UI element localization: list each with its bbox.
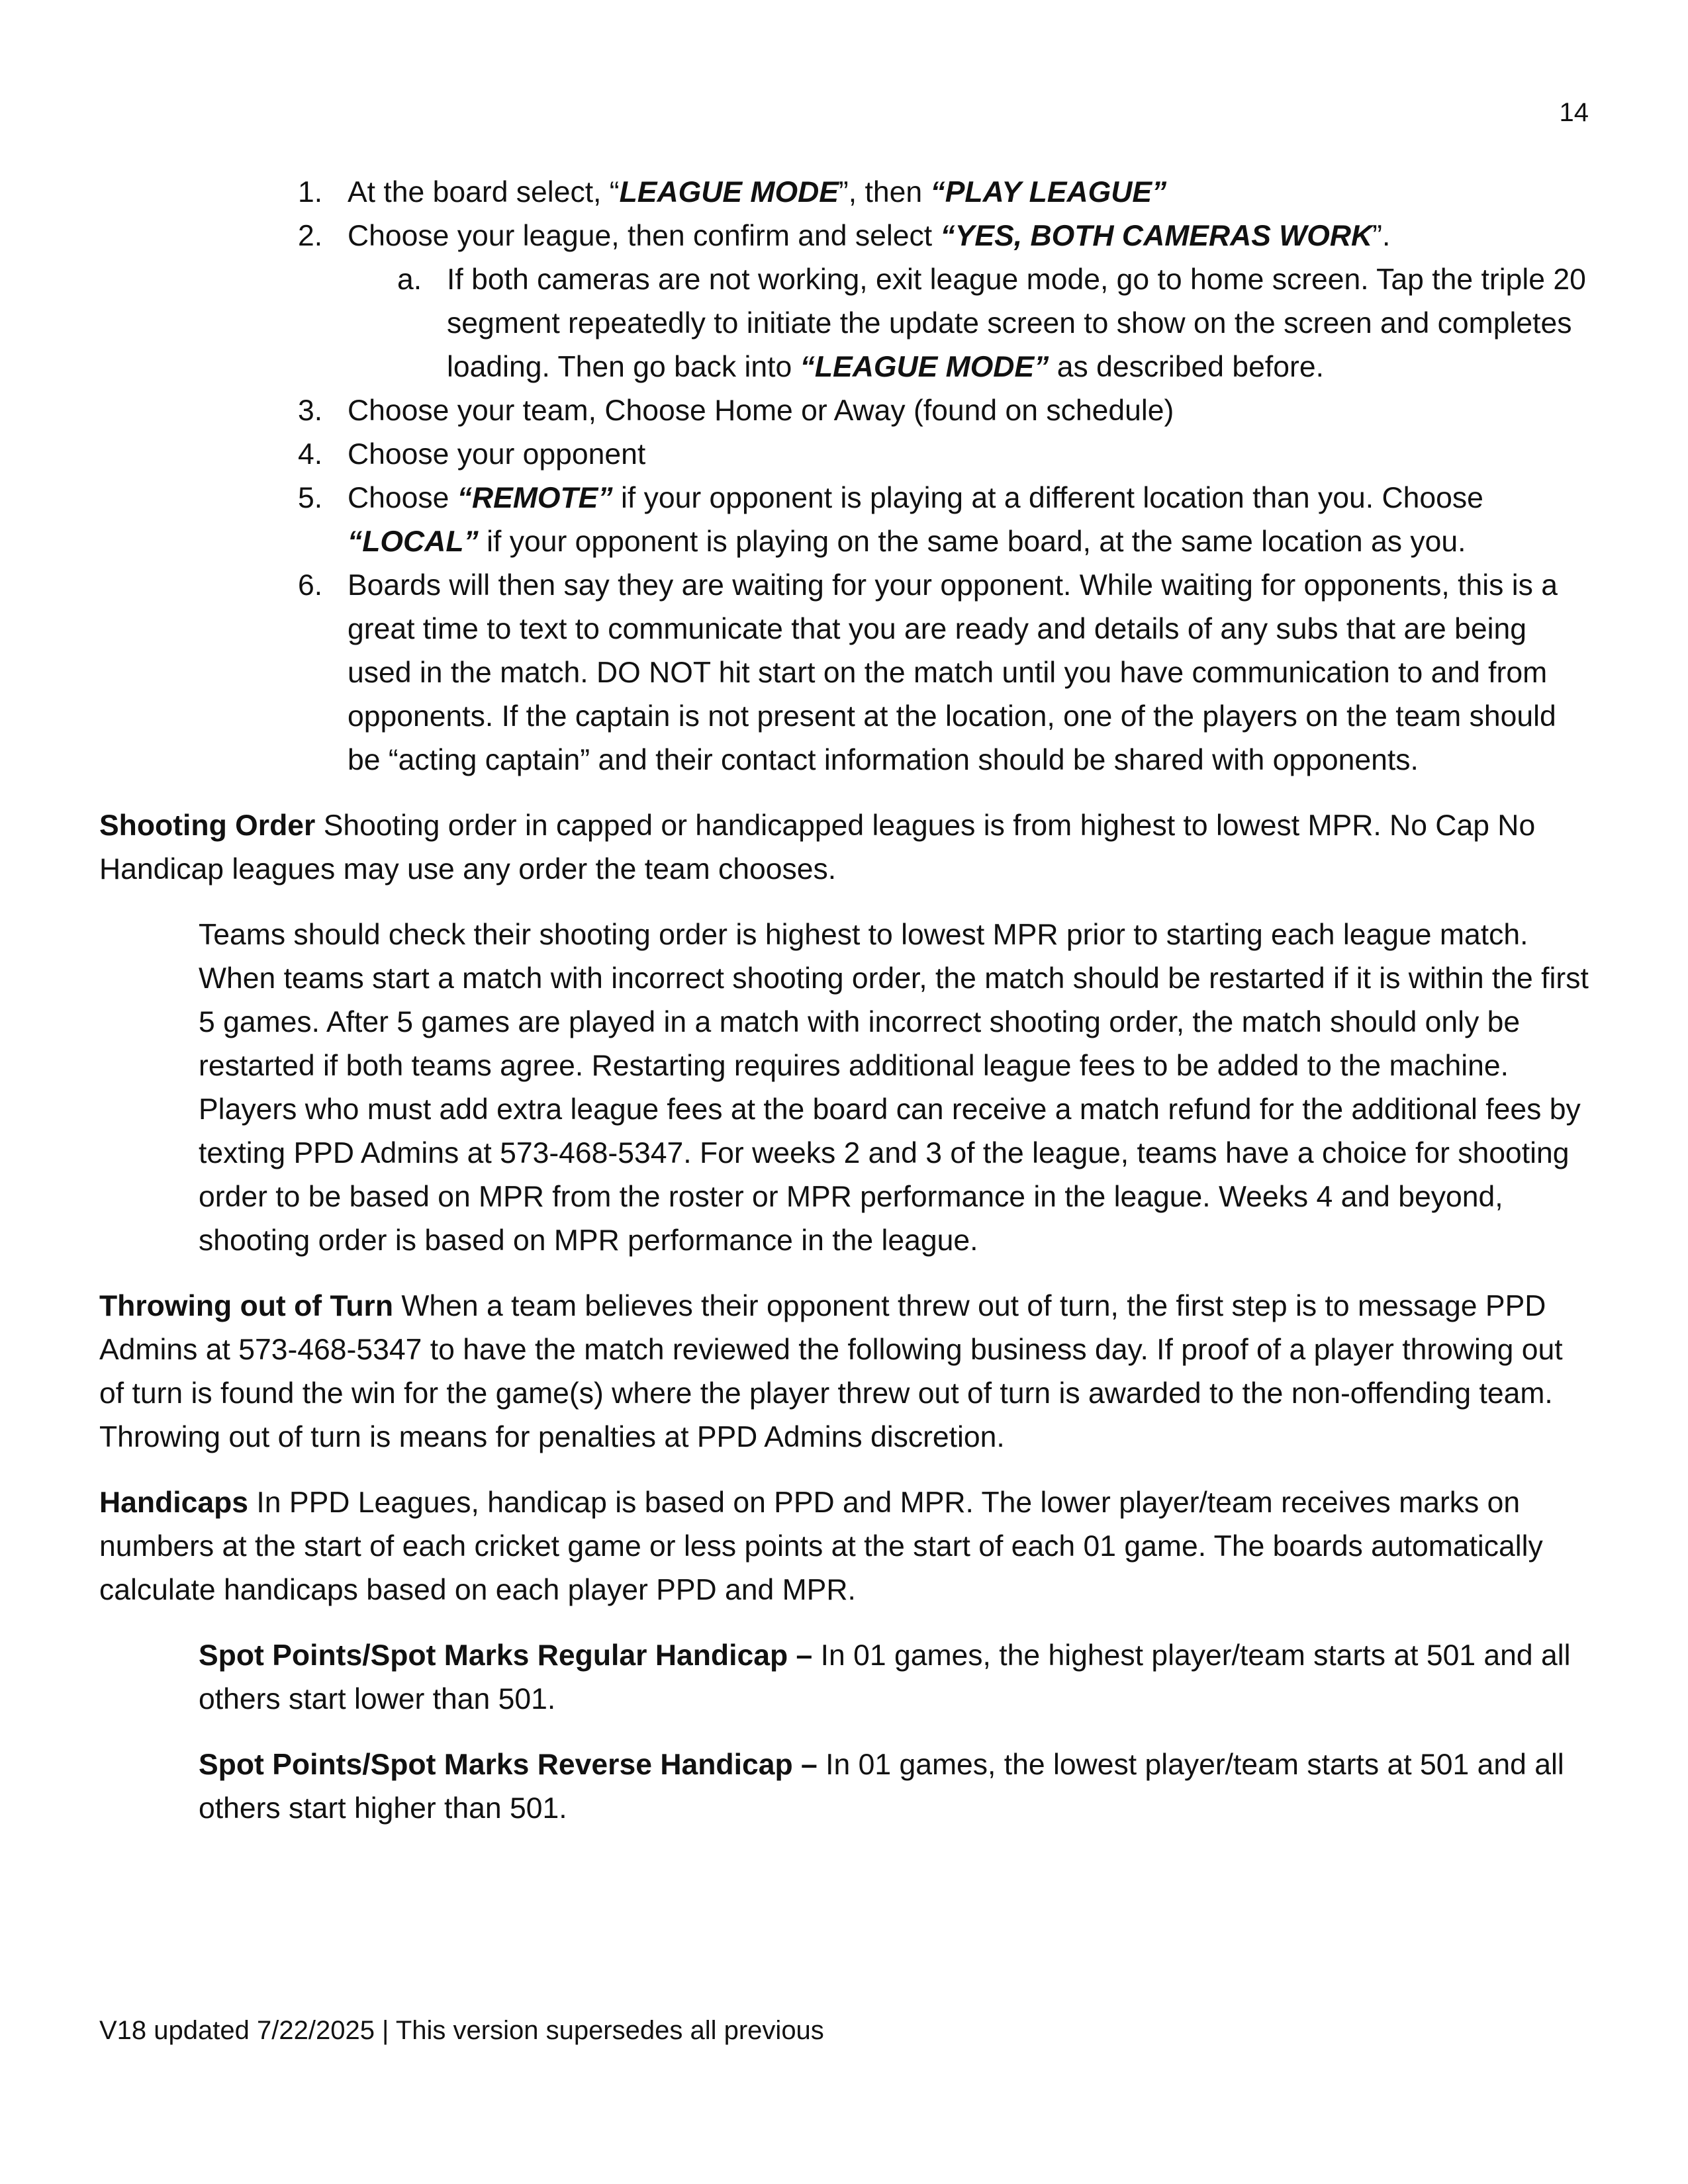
step-text: if your opponent is playing on the same board, at the same location as you.	[478, 525, 1466, 558]
step-text: if your opponent is playing at a different location than you. Choose	[612, 482, 1483, 514]
list-item	[298, 389, 1589, 433]
reverse-handicap-paragraph	[199, 1743, 1589, 1831]
list-number: 1.	[298, 176, 323, 208]
subsection-heading: Spot Points/Spot Marks Reverse Handicap –	[199, 1749, 818, 1781]
list-number: 5.	[298, 482, 323, 514]
step-text: Choose	[348, 482, 457, 514]
step-text: ”.	[1372, 220, 1391, 252]
step-emphasis: “YES, BOTH CAMERAS WORK	[940, 220, 1373, 252]
section-heading: Handicaps	[99, 1486, 249, 1519]
step-text: ”, then	[838, 176, 931, 208]
paragraph-text: When a team believes their opponent threw out of turn, the first step is to message PPD Admins at 573-468-5347 to have the match reviewed the following business day. If proof of a player throwing out of turn is found the win for the game(s) where the player threw out of turn is awarded to the non-offending team. Throwing out of turn is means for penalties at PPD Admins discretion.	[99, 1290, 1563, 1453]
subsection-heading: Spot Points/Spot Marks Regular Handicap –	[199, 1639, 813, 1672]
list-number: 2.	[298, 220, 323, 252]
paragraph-text: In 01 games, the lowest player/team starts at 501 and all others start higher than 501.	[199, 1749, 1564, 1825]
step-text: Choose your opponent	[348, 438, 646, 471]
step-text: Choose your league, then confirm and select	[348, 220, 941, 252]
step-text: If both cameras are not working, exit league mode, go to home screen. Tap the triple 20 segment repeatedly to initiate the update screen to show on the screen and completes loading. Then go back into	[447, 263, 1586, 383]
step-emphasis: LEAGUE MODE	[619, 176, 839, 208]
step-emphasis: “PLAY LEAGUE”	[930, 176, 1167, 208]
step-emphasis: “LOCAL”	[348, 525, 479, 558]
section-heading: Throwing out of Turn	[99, 1290, 394, 1322]
step-text: At the board select, “	[348, 176, 620, 208]
setup-steps-list	[298, 171, 1589, 782]
step-text: Boards will then say they are waiting for your opponent. While waiting for opponents, this is a great time to text to communicate that you are ready and details of any subs that are being used in the match. DO NOT hit start on the match until you have communication to and from opponents. If the captain is not present at the location, one of the players on the team should be “acting captain” and their contact information should be shared with opponents.	[348, 569, 1558, 776]
step-emphasis: “LEAGUE MODE”	[800, 351, 1049, 383]
sub-steps-list	[397, 258, 1589, 389]
list-item	[298, 433, 1589, 477]
shooting-order-detail: Teams should check their shooting order is highest to lowest MPR prior to starting each league match. When teams start a match with incorrect shooting order, the match should be restarted if it is within the first 5 games. After 5 games are played in a match with incorrect shooting order, the match should only be restarted if both teams agree. Restarting requires additional league fees to be added to the machine. Players who must add extra league fees at the board can receive a match refund for the additional fees by texting PPD Admins at 573-468-5347. For weeks 2 and 3 of the league, teams have a choice for shooting order to be based on MPR from the roster or MPR performance in the league. Weeks 4 and beyond, shooting order is based on MPR performance in the league.	[199, 919, 1589, 1257]
paragraph-text: In PPD Leagues, handicap is based on PPD and MPR. The lower player/team receives marks on numbers at the start of each cricket game or less points at the start of each 01 game. The boards automatically calculate handicaps based on each player PPD and MPR.	[99, 1486, 1543, 1606]
list-item	[298, 214, 1589, 389]
list-number: 6.	[298, 569, 323, 602]
list-number: 3.	[298, 394, 323, 427]
list-item	[298, 477, 1589, 564]
list-number: 4.	[298, 438, 323, 471]
page-content	[99, 171, 1589, 1831]
page-number: 14	[1559, 98, 1589, 127]
list-letter: a.	[397, 263, 422, 296]
step-emphasis: “REMOTE”	[457, 482, 613, 514]
step-text: as described before.	[1049, 351, 1324, 383]
paragraph-text: Shooting order in capped or handicapped leagues is from highest to lowest MPR. No Cap No Handicap leagues may use any order the team chooses.	[99, 809, 1536, 886]
step-text: Choose your team, Choose Home or Away (found on schedule)	[348, 394, 1174, 427]
paragraph-text: In 01 games, the highest player/team starts at 501 and all others start lower than 501.	[199, 1639, 1571, 1715]
regular-handicap-paragraph	[199, 1634, 1589, 1721]
throwing-out-of-turn-paragraph	[99, 1285, 1589, 1459]
list-item	[298, 171, 1589, 214]
shooting-order-paragraph	[99, 804, 1589, 891]
handicaps-paragraph	[99, 1481, 1589, 1612]
section-heading: Shooting Order	[99, 809, 316, 842]
list-item	[397, 258, 1589, 389]
page-footer: V18 updated 7/22/2025 | This version supersedes all previous	[99, 2016, 824, 2045]
list-item	[298, 564, 1589, 782]
